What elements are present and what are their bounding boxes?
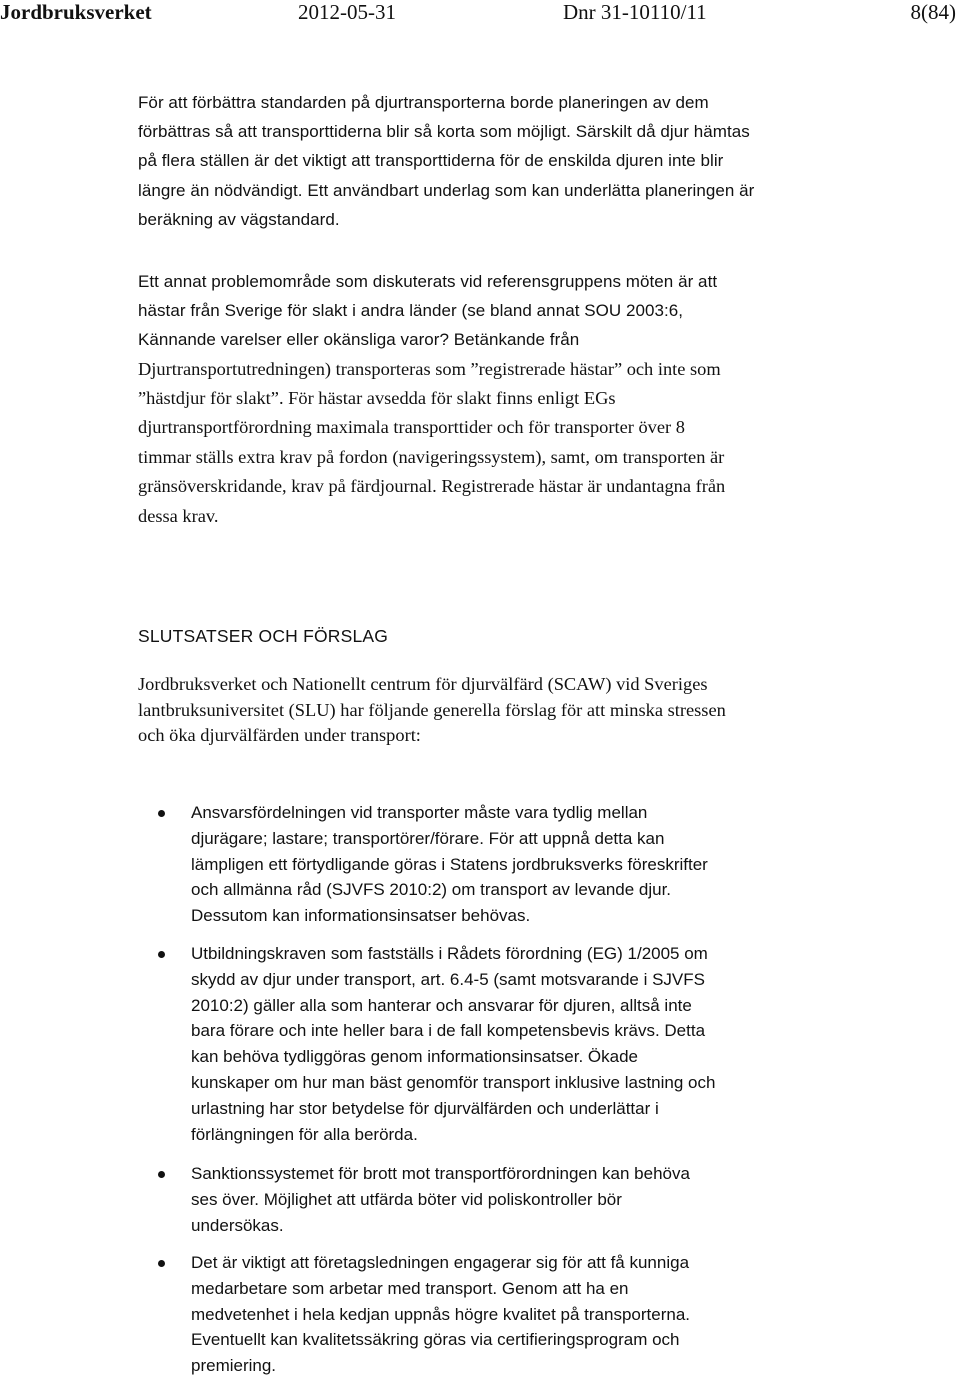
text-line: på flera ställen är det viktigt att transporttiderna för de enskilda djuren inte blir	[138, 151, 724, 171]
text-line: undersökas.	[191, 1215, 284, 1235]
text-line: kan behöva tydliggöras genom informationsinsatser. Ökade	[191, 1047, 638, 1067]
text-line: 2010:2) gäller alla som hanterar och ansvarar för djuren, alltså inte	[191, 995, 692, 1015]
text-line: längre än nödvändigt. Ett användbart underlag som kan underlätta planeringen är	[138, 180, 755, 200]
text-line: lämpligen ett förtydligande göras i Statens jordbruksverks föreskrifter	[191, 854, 708, 874]
text-line: ses över. Möjlighet att utfärda böter vid poliskontroller bör	[191, 1189, 622, 1209]
text-line: timmar ställs extra krav på fordon (navigeringssystem), samt, om transporten är	[138, 446, 725, 467]
text-line: beräkning av vägstandard.	[138, 209, 340, 229]
bullet-text	[191, 941, 911, 1147]
text-line: Jordbruksverket och Nationellt centrum för djurvälfärd (SCAW) vid Sveriges	[138, 674, 708, 694]
text-line: Ansvarsfördelningen vid transporter måste vara tydlig mellan	[191, 803, 648, 822]
text-line: Eventuellt kan kvalitetssäkring göras via certifieringsprogram och	[191, 1330, 680, 1350]
text-line: Kännande varelser eller okänsliga varor? Betänkande från	[138, 330, 580, 350]
text-line: Utbildningskraven som fastställs i Rådets förordning (EG) 1/2005 om	[191, 944, 708, 963]
text-line: medvetenhet i hela kedjan uppnås högre kvalitet på transporterna.	[191, 1304, 690, 1324]
text-line: djurägare; lastare; transportörer/förare. För att uppnå detta kan	[191, 828, 665, 848]
text-line: kunskaper om hur man bäst genomför transport inklusive lastning och	[191, 1072, 716, 1092]
section-heading: SLUTSATSER OCH FÖRSLAG	[138, 626, 389, 646]
paragraph-planning	[138, 88, 928, 234]
bullet-icon	[158, 810, 165, 817]
text-line: Sanktionssystemet för brott mot transportförordningen kan behöva	[191, 1164, 690, 1183]
text-line: hästar från Sverige för slakt i andra länder (se bland annat SOU 2003:6,	[138, 301, 684, 321]
header-organization: Jordbruksverket	[0, 0, 152, 24]
text-line: ”hästdjur för slakt”. För hästar avsedda för slakt finns enligt EGs	[138, 388, 616, 409]
bullet-text	[191, 800, 911, 929]
bullet-icon	[158, 1260, 165, 1267]
text-line: förbättras så att transporttiderna blir så korta som möjligt. Särskilt då djur hämtas	[138, 122, 750, 142]
text-line: medarbetare som arbetar med transport. Genom att ha en	[191, 1278, 629, 1298]
bullet-text	[191, 1250, 911, 1379]
page-header	[0, 0, 960, 24]
header-dnr: Dnr 31-10110/11	[563, 0, 707, 24]
bullet-text	[191, 1161, 911, 1238]
text-line: och öka djurvälfärden under transport:	[138, 725, 421, 745]
paragraph-proposals-intro	[138, 672, 928, 749]
text-line: bara förare och inte heller bara i de fall kompetensbevis krävs. Detta	[191, 1021, 706, 1041]
text-line: Djurtransportutredningen) transporteras som ”registrerade hästar” och inte som	[138, 358, 721, 379]
text-line: djurtransportförordning maximala transporttider och för transporter över 8	[138, 417, 685, 438]
text-line: premiering.	[191, 1356, 277, 1376]
text-line: dessa krav.	[138, 505, 219, 526]
header-page-number: 8(84)	[910, 0, 956, 24]
text-line: Det är viktigt att företagsledningen engagerar sig för att få kunniga	[191, 1253, 690, 1272]
header-date: 2012-05-31	[298, 0, 396, 24]
paragraph-horses	[138, 267, 928, 531]
text-line: lantbruksuniversitet (SLU) har följande generella förslag för att minska stressen	[138, 699, 726, 720]
text-line: gränsöverskridande, krav på färdjournal. Registrerade hästar är undantagna från	[138, 476, 726, 497]
text-line: förlängningen för alla berörda.	[191, 1124, 418, 1144]
bullet-icon	[158, 1171, 165, 1178]
text-line: och allmänna råd (SJVFS 2010:2) om transport av levande djur.	[191, 880, 672, 900]
text-line: För att förbättra standarden på djurtransporterna borde planeringen av dem	[138, 93, 709, 112]
text-line: urlastning har stor betydelse för djurvälfärden och underlättar i	[191, 1098, 659, 1118]
text-line: Dessutom kan informationsinsatser behövas.	[191, 906, 531, 926]
text-line: Ett annat problemområde som diskuterats vid referensgruppens möten är att	[138, 272, 718, 291]
bullet-icon	[158, 951, 165, 958]
text-line: skydd av djur under transport, art. 6.4-5 (samt motsvarande i SJVFS	[191, 969, 705, 989]
